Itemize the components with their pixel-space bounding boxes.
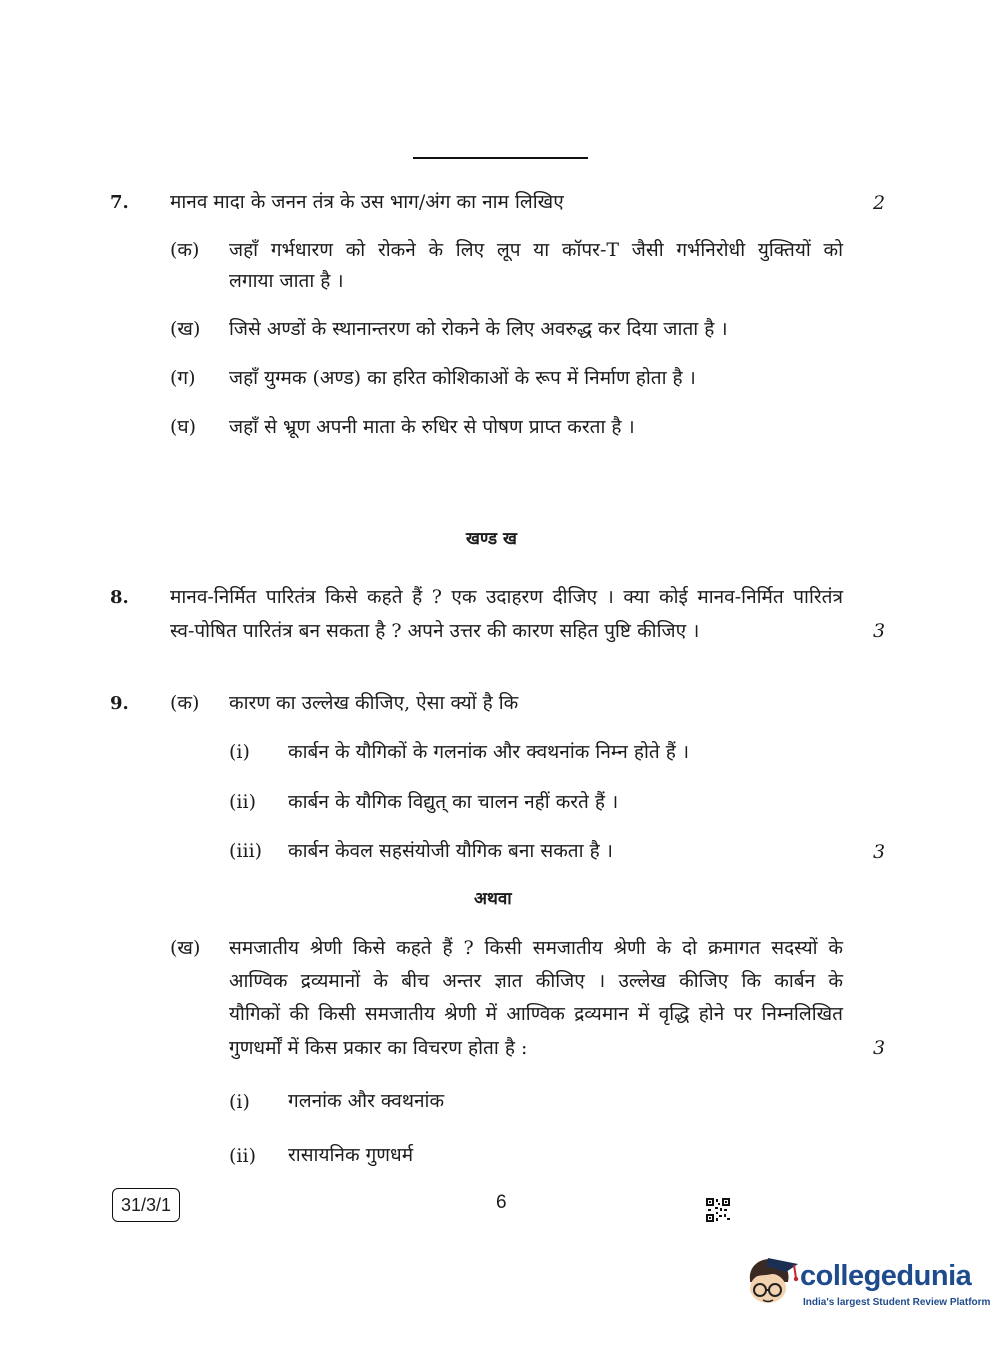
q9-sub-text: रासायनिक गुणधर्म: [288, 1144, 414, 1166]
question-7-marks: 2: [873, 192, 886, 214]
q9-part-a-marks: 3: [873, 841, 886, 863]
q7-part-text: जिसे अण्डों के स्थानान्तरण को रोकने के लिए अवरुद्ध कर दिया जाता है ।: [229, 318, 728, 340]
q7-part-label: (ख): [170, 318, 201, 340]
q7-part-label: (ग): [170, 367, 196, 389]
question-9-number: 9.: [110, 693, 129, 714]
q9-part-b-marks: 3: [873, 1037, 886, 1059]
q7-part-label: (घ): [170, 416, 197, 438]
or-heading: अथवा: [474, 889, 512, 909]
page-number: 6: [496, 1192, 507, 1213]
q9-part-b-line: आण्विक द्रव्यमानों के बीच अन्तर ज्ञात कीजिए । उल्लेख कीजिए कि कार्बन के: [229, 970, 843, 992]
q9-sub-label: (iii): [229, 840, 263, 862]
question-8-text: मानव-निर्मित पारितंत्र किसे कहते हैं ? एक उदाहरण दीजिए । क्या कोई मानव-निर्मित पारितंत्र: [170, 586, 843, 608]
top-divider-rule: [413, 157, 588, 159]
q7-part-text: जहाँ गर्भधारण को रोकने के लिए लूप या कॉपर-T जैसी गर्भनिरोधी युक्तियों को: [229, 239, 843, 261]
q9-part-b-label: (ख): [170, 937, 201, 959]
q9-sub-text: कार्बन के यौगिकों के गलनांक और क्वथनांक निम्न होते हैं ।: [288, 741, 690, 763]
question-7-text: मानव मादा के जनन तंत्र के उस भाग/अंग का नाम लिखिए: [170, 191, 564, 213]
q7-part-text-cont: लगाया जाता है ।: [229, 270, 344, 292]
q9-sub-text: कार्बन केवल सहसंयोजी यौगिक बना सकता है ।: [288, 840, 613, 862]
collegedunia-mascot-icon: [742, 1250, 800, 1308]
paper-code-box: 31/3/1: [112, 1188, 180, 1222]
q7-part-text: जहाँ से भ्रूण अपनी माता के रुधिर से पोषण प्राप्त करता है ।: [229, 416, 635, 438]
watermark-tagline: India's largest Student Review Platform: [803, 1297, 991, 1308]
q7-part-text: जहाँ युग्मक (अण्ड) का हरित कोशिकाओं के रूप में निर्माण होता है ।: [229, 367, 696, 389]
q9-part-b-line: यौगिकों की किसी समजातीय श्रेणी में आण्विक द्रव्यमान में वृद्धि होने पर निम्नलिखित: [229, 1003, 843, 1025]
q9-sub-text: गलनांक और क्वथनांक: [288, 1090, 445, 1112]
question-8-text-cont: स्व-पोषित पारितंत्र बन सकता है ? अपने उत्तर की कारण सहित पुष्टि कीजिए ।: [170, 620, 700, 642]
q9-part-a-label: (क): [170, 692, 200, 714]
q9-sub-text: कार्बन के यौगिक विद्युत् का चालन नहीं करते हैं ।: [288, 791, 619, 813]
question-8-number: 8.: [110, 587, 129, 608]
question-8-marks: 3: [873, 620, 886, 642]
q9-sub-label: (ii): [229, 1145, 256, 1167]
q9-part-a-text: कारण का उल्लेख कीजिए, ऐसा क्यों है कि: [229, 692, 519, 714]
q9-sub-label: (i): [229, 1091, 250, 1113]
q9-part-b-line: समजातीय श्रेणी किसे कहते हैं ? किसी समजातीय श्रेणी के दो क्रमागत सदस्यों के: [229, 937, 843, 959]
q9-sub-label: (i): [229, 741, 250, 763]
q9-part-b-line: गुणधर्मों में किस प्रकार का विचरण होता है :: [229, 1037, 528, 1059]
section-heading: खण्ड ख: [466, 529, 517, 549]
qr-code-icon: [706, 1198, 730, 1222]
q7-part-label: (क): [170, 239, 200, 261]
question-7-number: 7.: [110, 192, 129, 213]
watermark-brand: collegedunia: [800, 1260, 972, 1292]
q9-sub-label: (ii): [229, 791, 256, 813]
